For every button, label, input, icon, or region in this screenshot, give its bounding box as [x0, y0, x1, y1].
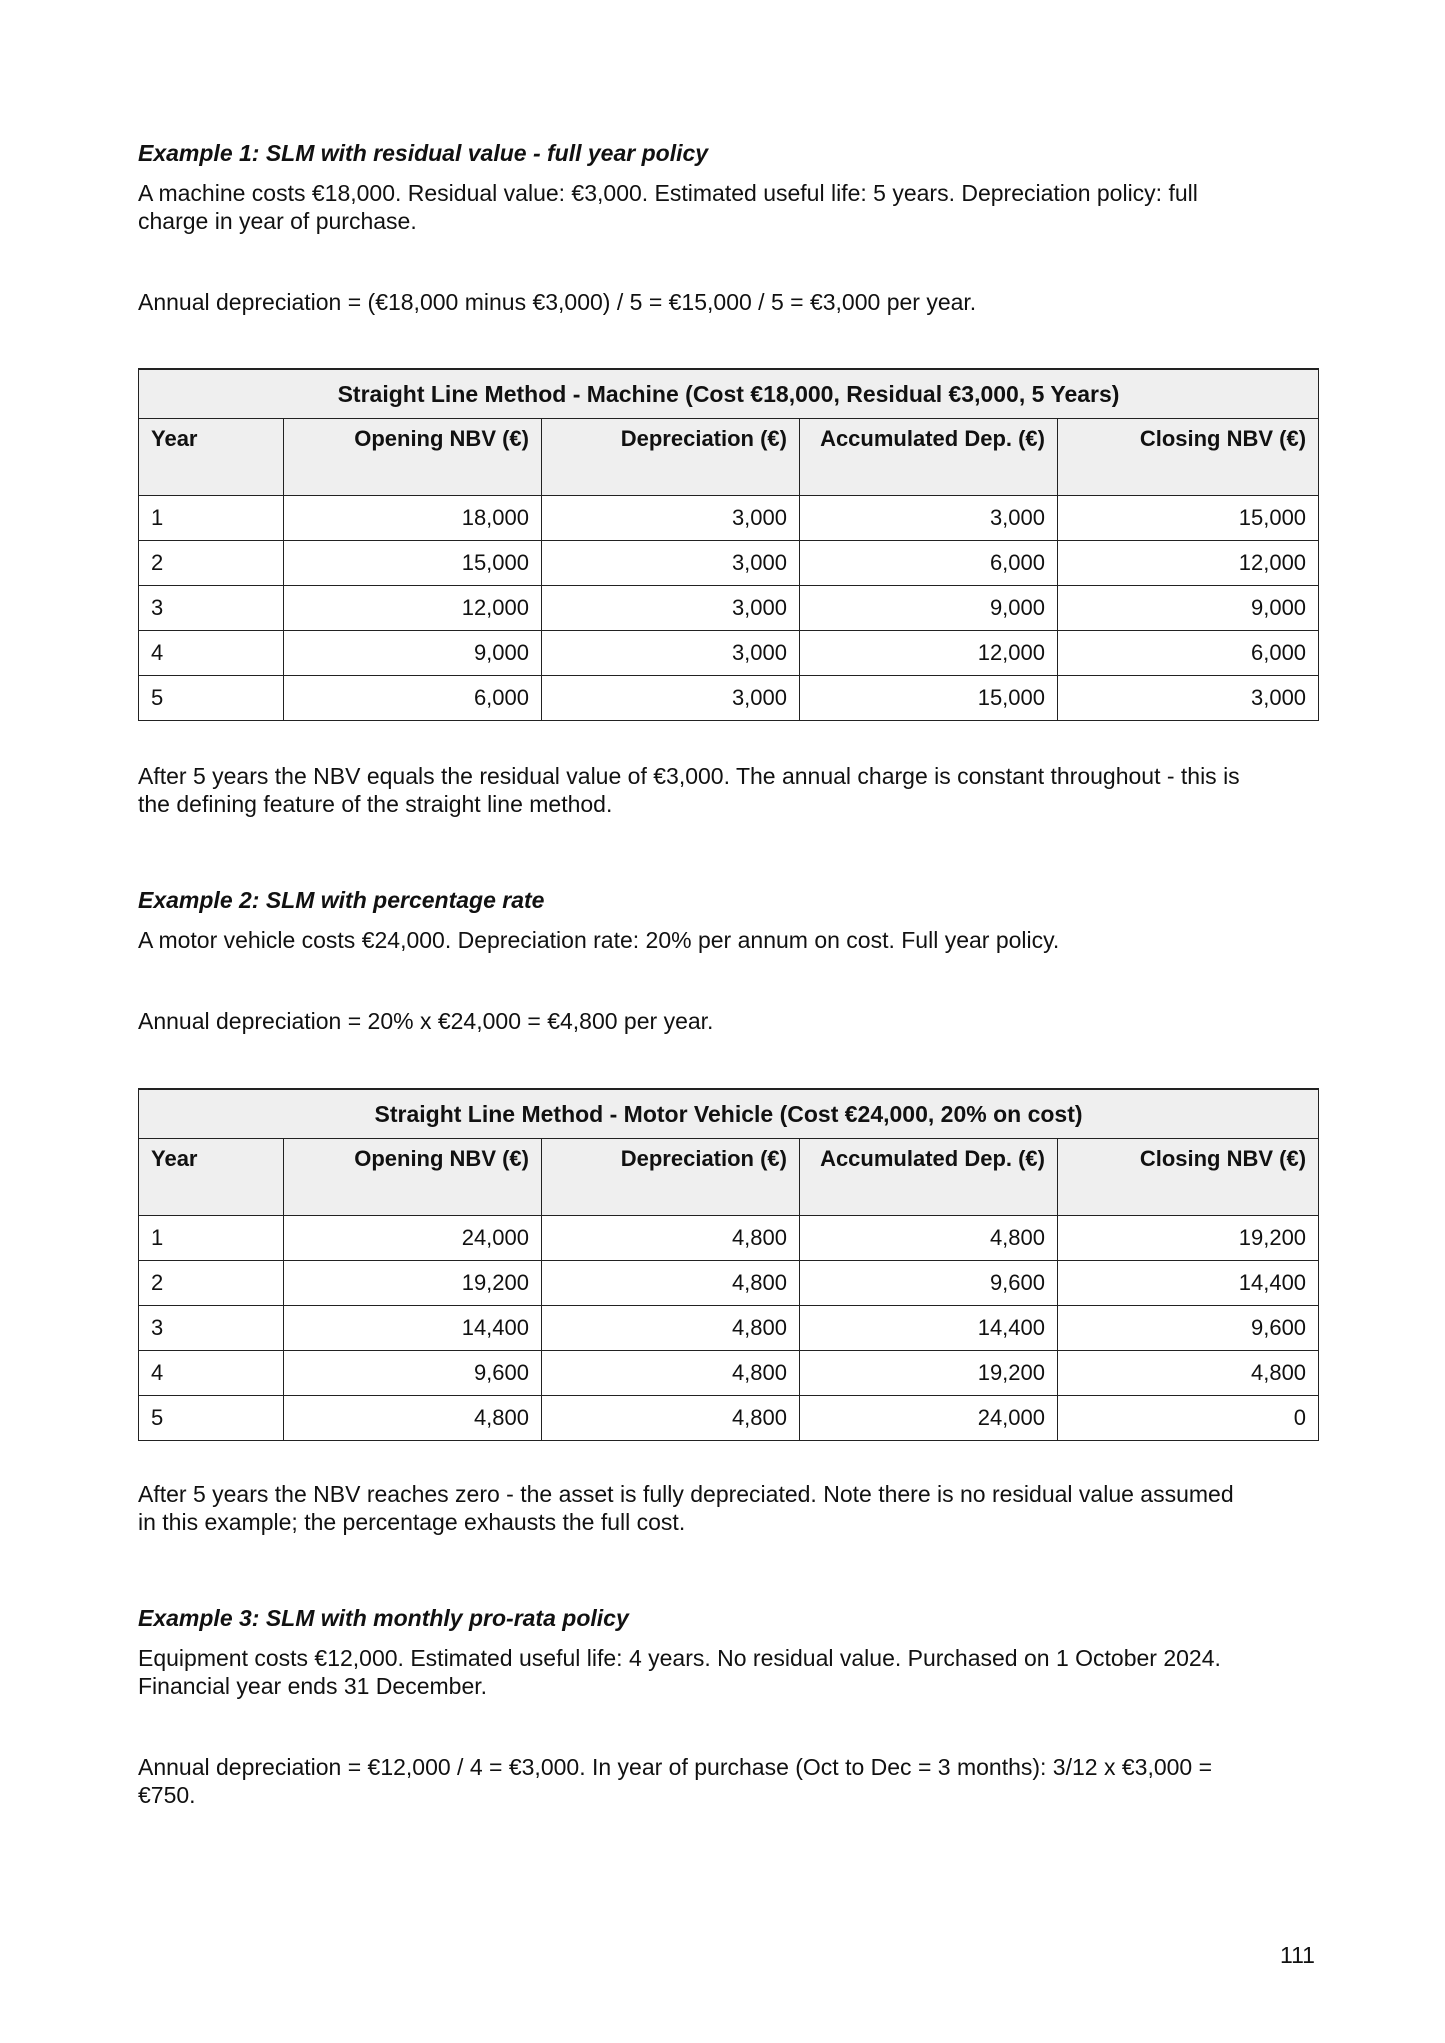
- example3-formula: [138, 1753, 1318, 1809]
- cell-accumulated-dep: 24,000: [800, 1396, 1058, 1441]
- cell-opening-nbv: 14,400: [284, 1306, 542, 1351]
- example2-heading: Example 2: SLM with percentage rate: [138, 887, 545, 913]
- column-header-depreciation: Depreciation (€): [542, 1139, 800, 1216]
- cell-accumulated-dep: 9,000: [800, 586, 1058, 631]
- table-row: [139, 496, 1319, 541]
- cell-opening-nbv: 15,000: [284, 541, 542, 586]
- column-header-year: Year: [139, 1139, 284, 1216]
- cell-year: 4: [139, 631, 284, 676]
- table-row: [139, 676, 1319, 721]
- cell-depreciation: 3,000: [542, 631, 800, 676]
- example1-intro-line2: charge in year of purchase.: [138, 208, 417, 234]
- cell-closing-nbv: 15,000: [1058, 496, 1319, 541]
- cell-accumulated-dep: 19,200: [800, 1351, 1058, 1396]
- cell-depreciation: 4,800: [542, 1216, 800, 1261]
- example1-after-line1: After 5 years the NBV equals the residual value of €3,000. The annual charge is constant throughout - this is: [138, 763, 1240, 789]
- table-row: [139, 1216, 1319, 1261]
- cell-opening-nbv: 19,200: [284, 1261, 542, 1306]
- cell-closing-nbv: 14,400: [1058, 1261, 1319, 1306]
- cell-year: 2: [139, 1261, 284, 1306]
- table-row: [139, 586, 1319, 631]
- column-header-closing-nbv: Closing NBV (€): [1058, 419, 1319, 496]
- example2-after-line1: After 5 years the NBV reaches zero - the asset is fully depreciated. Note there is no residual value assumed: [138, 1481, 1234, 1507]
- cell-accumulated-dep: 6,000: [800, 541, 1058, 586]
- example1-table-header-row: [139, 419, 1319, 496]
- example1-intro-line1: A machine costs €18,000. Residual value: €3,000. Estimated useful life: 5 years. Depreciation policy: full: [138, 180, 1198, 206]
- cell-closing-nbv: 19,200: [1058, 1216, 1319, 1261]
- cell-accumulated-dep: 12,000: [800, 631, 1058, 676]
- example3-formula-line1: Annual depreciation = €12,000 / 4 = €3,000. In year of purchase (Oct to Dec = 3 months): 3/12 x €3,000 =: [138, 1754, 1213, 1780]
- example3-formula-line2: €750.: [138, 1782, 196, 1808]
- cell-opening-nbv: 6,000: [284, 676, 542, 721]
- example1-formula: Annual depreciation = (€18,000 minus €3,000) / 5 = €15,000 / 5 = €3,000 per year.: [138, 289, 977, 315]
- page-number: 111: [1280, 1942, 1315, 1968]
- cell-closing-nbv: 6,000: [1058, 631, 1319, 676]
- example2-formula: Annual depreciation = 20% x €24,000 = €4,800 per year.: [138, 1008, 714, 1034]
- example1-intro: [138, 179, 1318, 235]
- example2-conclusion: [138, 1480, 1318, 1536]
- column-header-depreciation: Depreciation (€): [542, 419, 800, 496]
- column-header-year: Year: [139, 419, 284, 496]
- cell-year: 3: [139, 586, 284, 631]
- cell-depreciation: 4,800: [542, 1306, 800, 1351]
- cell-closing-nbv: 12,000: [1058, 541, 1319, 586]
- cell-opening-nbv: 9,000: [284, 631, 542, 676]
- example3-intro-line2: Financial year ends 31 December.: [138, 1673, 488, 1699]
- cell-opening-nbv: 4,800: [284, 1396, 542, 1441]
- cell-year: 5: [139, 676, 284, 721]
- column-header-accumulated-dep: Accumulated Dep. (€): [800, 419, 1058, 496]
- example2-table: [138, 1088, 1319, 1441]
- cell-depreciation: 4,800: [542, 1396, 800, 1441]
- example1-heading: Example 1: SLM with residual value - full year policy: [138, 140, 709, 166]
- cell-accumulated-dep: 9,600: [800, 1261, 1058, 1306]
- cell-year: 1: [139, 1216, 284, 1261]
- example2-table-title: Straight Line Method - Motor Vehicle (Cost €24,000, 20% on cost): [139, 1089, 1319, 1139]
- cell-year: 1: [139, 496, 284, 541]
- example2-intro: A motor vehicle costs €24,000. Depreciation rate: 20% per annum on cost. Full year policy.: [138, 927, 1060, 953]
- cell-depreciation: 3,000: [542, 586, 800, 631]
- cell-closing-nbv: 9,000: [1058, 586, 1319, 631]
- cell-opening-nbv: 24,000: [284, 1216, 542, 1261]
- column-header-opening-nbv: Opening NBV (€): [284, 419, 542, 496]
- table-row: [139, 1396, 1319, 1441]
- cell-accumulated-dep: 14,400: [800, 1306, 1058, 1351]
- table-row: [139, 1351, 1319, 1396]
- cell-closing-nbv: 9,600: [1058, 1306, 1319, 1351]
- example3-heading: Example 3: SLM with monthly pro-rata policy: [138, 1605, 629, 1631]
- cell-depreciation: 3,000: [542, 496, 800, 541]
- cell-accumulated-dep: 4,800: [800, 1216, 1058, 1261]
- cell-depreciation: 3,000: [542, 676, 800, 721]
- example2-after-line2: in this example; the percentage exhausts the full cost.: [138, 1509, 686, 1535]
- cell-opening-nbv: 18,000: [284, 496, 542, 541]
- cell-year: 2: [139, 541, 284, 586]
- column-header-accumulated-dep: Accumulated Dep. (€): [800, 1139, 1058, 1216]
- cell-accumulated-dep: 3,000: [800, 496, 1058, 541]
- example1-after-line2: the defining feature of the straight line method.: [138, 791, 613, 817]
- example1-table: [138, 368, 1319, 721]
- example2-table-header-row: [139, 1139, 1319, 1216]
- cell-year: 3: [139, 1306, 284, 1351]
- cell-opening-nbv: 9,600: [284, 1351, 542, 1396]
- table-row: [139, 1261, 1319, 1306]
- cell-depreciation: 3,000: [542, 541, 800, 586]
- column-header-opening-nbv: Opening NBV (€): [284, 1139, 542, 1216]
- table-row: [139, 1306, 1319, 1351]
- cell-closing-nbv: 4,800: [1058, 1351, 1319, 1396]
- table-row: [139, 631, 1319, 676]
- example1-table-title: Straight Line Method - Machine (Cost €18,000, Residual €3,000, 5 Years): [139, 369, 1319, 419]
- example1-conclusion: [138, 762, 1318, 818]
- cell-opening-nbv: 12,000: [284, 586, 542, 631]
- cell-year: 5: [139, 1396, 284, 1441]
- cell-closing-nbv: 0: [1058, 1396, 1319, 1441]
- cell-accumulated-dep: 15,000: [800, 676, 1058, 721]
- example3-intro-line1: Equipment costs €12,000. Estimated useful life: 4 years. No residual value. Purchased on 1 October 2024.: [138, 1645, 1221, 1671]
- column-header-closing-nbv: Closing NBV (€): [1058, 1139, 1319, 1216]
- cell-year: 4: [139, 1351, 284, 1396]
- cell-closing-nbv: 3,000: [1058, 676, 1319, 721]
- cell-depreciation: 4,800: [542, 1351, 800, 1396]
- table-row: [139, 541, 1319, 586]
- cell-depreciation: 4,800: [542, 1261, 800, 1306]
- example3-intro: [138, 1644, 1318, 1700]
